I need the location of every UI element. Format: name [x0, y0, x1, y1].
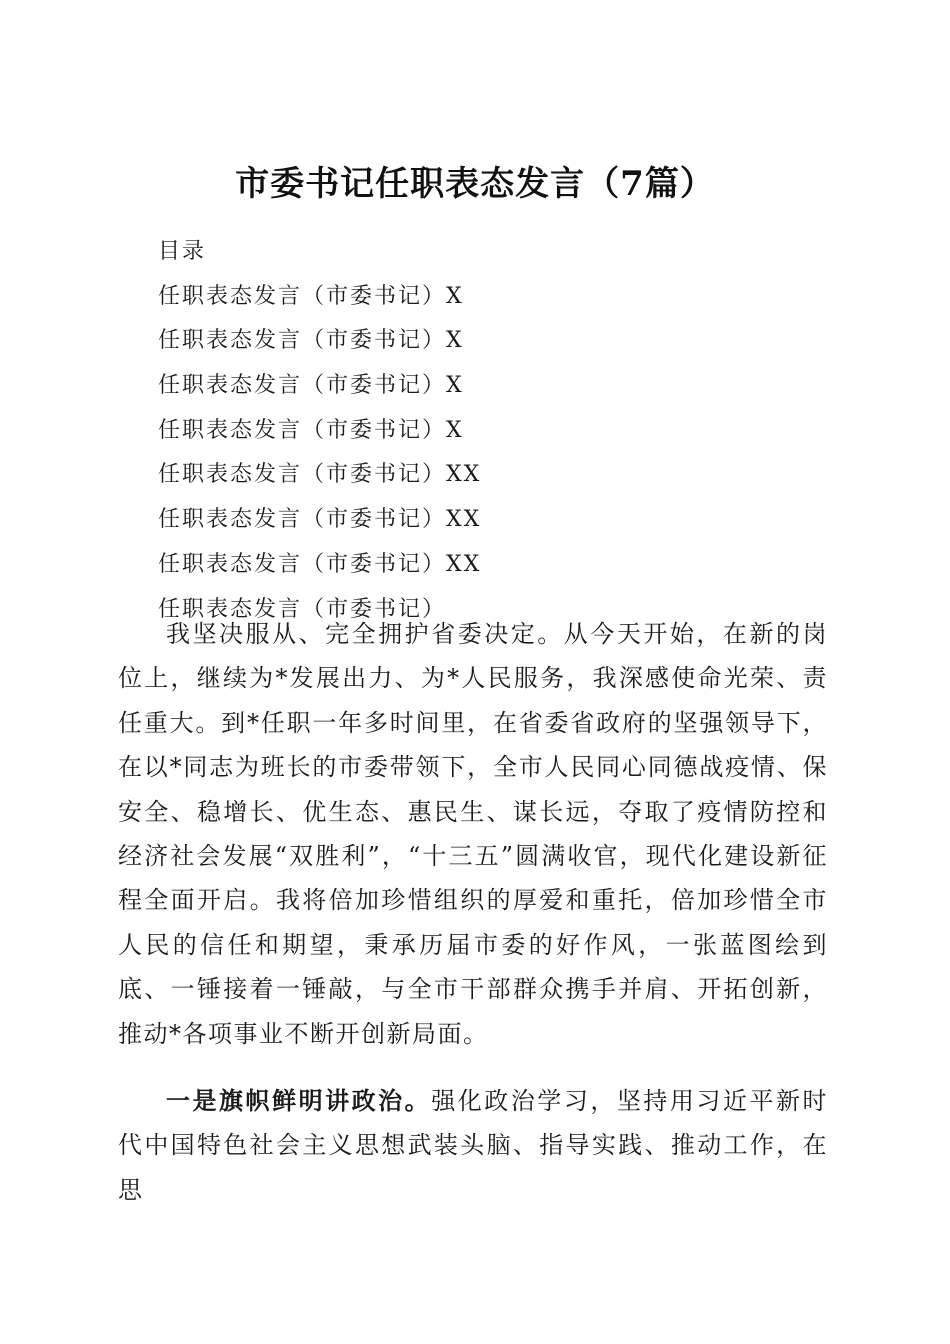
table-of-contents [158, 230, 481, 632]
toc-heading: 目录 [158, 239, 207, 264]
toc-item: 任职表态发言（市委书记） [158, 596, 447, 622]
paragraph [118, 1079, 828, 1212]
toc-item: 任职表态发言（市委书记）XX [158, 462, 482, 488]
document-title: 市委书记任职表态发言（7篇） [235, 163, 715, 204]
toc-item: 任职表态发言（市委书记）X [158, 328, 464, 354]
toc-item: 任职表态发言（市委书记）XX [158, 551, 482, 577]
paragraph [118, 612, 828, 1056]
toc-item: 任职表态发言（市委书记）X [158, 417, 464, 443]
paragraph-text: 强化政治学习，坚持用习近平新时代中国特色社会主义思想武装头脑、指导实践、推动工作，在思 [118, 1087, 829, 1204]
paragraph-lead: 一是旗帜鲜明讲政治。 [166, 1086, 432, 1115]
toc-item: 任职表态发言（市委书记）X [158, 373, 464, 399]
body-paragraph-2 [118, 1079, 828, 1212]
toc-item: 任职表态发言（市委书记）X [158, 283, 464, 309]
toc-item: 任职表态发言（市委书记）XX [158, 507, 482, 533]
paragraph-text: 我坚决服从、完全拥护省委决定。从今天开始，在新的岗位上，继续为*发展出力、为*人民服务，我深感使命光荣、责任重大。到*任职一年多时间里，在省委省政府的坚强领导下，在以*同志为班长的市委带领下，全市人民同心同德战疫情、保安全、稳增长、优生态、惠民生、谋长远，夺取了疫情防控和经济社会发展“双胜利”，“十三五”圆满收官，现代化建设新征程全面开启。我将倍加珍惜组织的厚爱和重托，倍加珍惜全市人民的信任和期望，秉承历届市委的好作风，一张蓝图绘到底、一锤接着一锤敲，与全市干部群众携手并肩、开拓创新，推动*各项事业不断开创新局面。 [118, 620, 828, 1048]
body-paragraph-1 [118, 612, 828, 1056]
